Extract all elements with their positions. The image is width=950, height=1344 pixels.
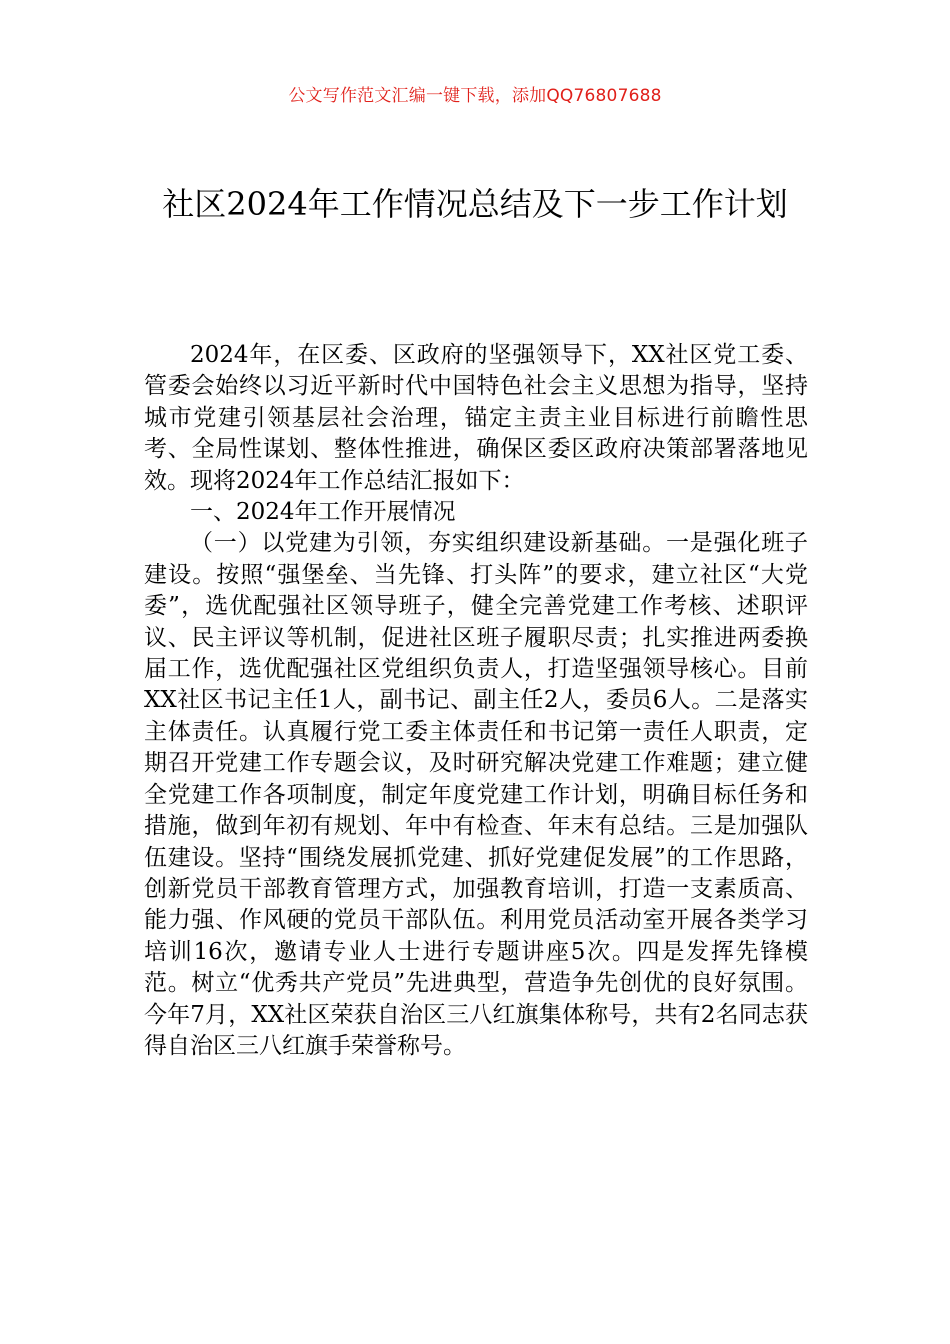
subsection-paragraph: （一）以党建为引领，夯实组织建设新基础。一是强化班子建设。按照“强堡垒、当先锋、打头阵”的要求，建立社区“大党委”，选优配强社区领导班子，健全完善党建工作考核、述职评议、民主评议等机制，促进社区班子履职尽责；扎实推进两委换届工作，选优配强社区党组织负责人，打造坚强领导核心。目前XX社区书记主任1人，副书记、副主任2人，委员6人。二是落实主体责任。认真履行党工委主体责任和书记第一责任人职责，定期召开党建工作专题会议，及时研究解决党建工作难题；建立健全党建工作各项制度，制定年度党建工作计划，明确目标任务和措施，做到年初有规划、年中有检查、年末有总结。三是加强队伍建设。坚持“围绕发展抓党建、抓好党建促发展”的工作思路，创新党员干部教育管理方式，加强教育培训，打造一支素质高、能力强、作风硬的党员干部队伍。利用党员活动室开展各类学习培训16次，邀请专业人士进行专题讲座5次。四是发挥先锋模范。树立“优秀共产党员”先进典型，营造争先创优的良好氛围。今年7月，XX社区荣获自治区三八红旗集体称号，共有2名同志获得自治区三八红旗手荣誉称号。 <box>144 530 808 1059</box>
section-heading: 一、2024年工作开展情况 <box>190 499 456 526</box>
document-body <box>144 340 808 1062</box>
download-promo-note: 公文写作范文汇编一键下载，添加QQ76807688 <box>288 86 662 106</box>
document-title: 社区2024年工作情况总结及下一步工作计划 <box>162 185 788 223</box>
intro-paragraph: 2024年，在区委、区政府的坚强领导下，XX社区党工委、管委会始终以习近平新时代中国特色社会主义思想为指导，坚持城市党建引领基层社会治理，锚定主责主业目标进行前瞻性思考、全局性谋划、整体性推进，确保区委区政府决策部署落地见效。现将2024年工作总结汇报如下： <box>144 342 808 494</box>
